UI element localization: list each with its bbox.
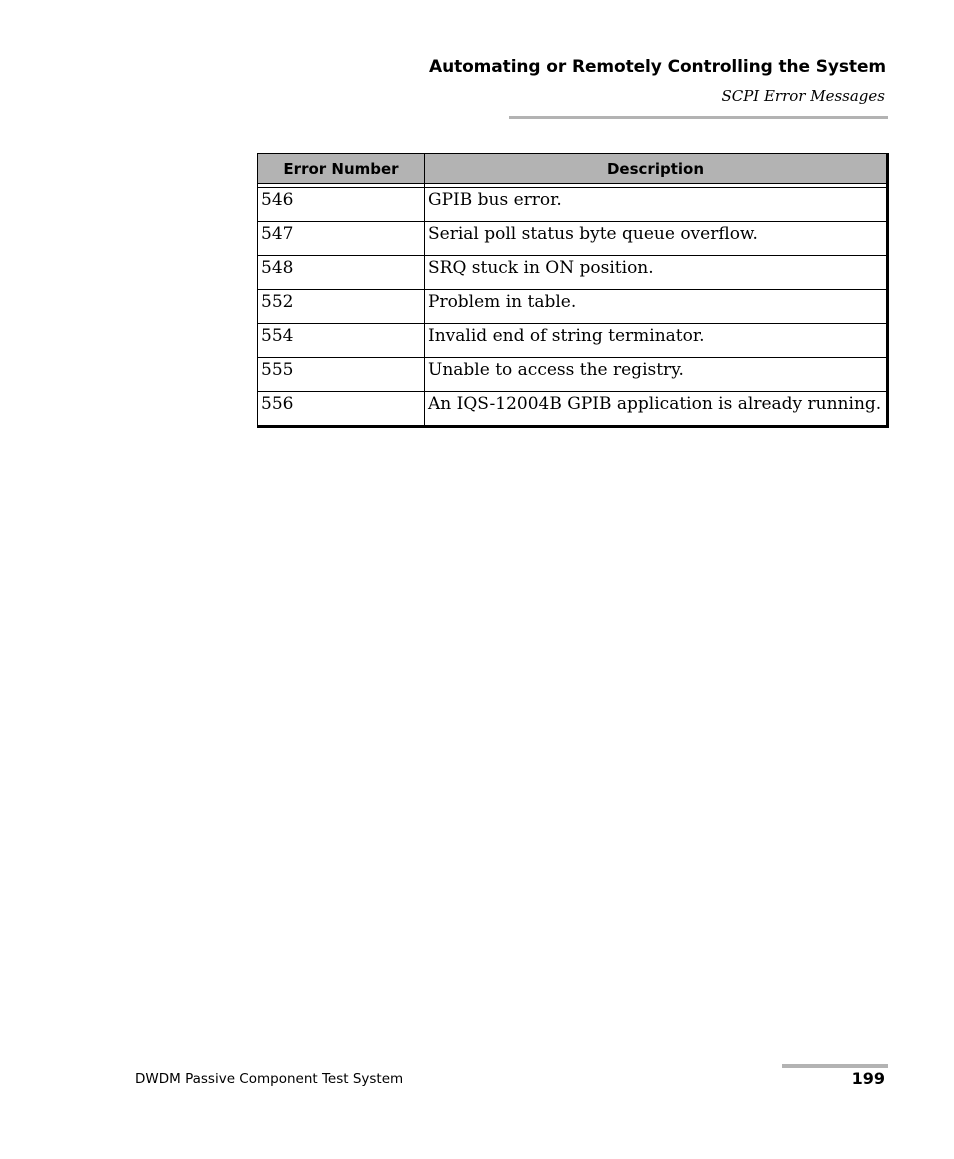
table-row	[258, 188, 888, 222]
error-number-cell: 556	[258, 392, 425, 427]
description-cell: Unable to access the registry.	[425, 358, 888, 392]
error-table	[257, 153, 889, 428]
header-rule	[509, 116, 888, 119]
error-number-cell: 552	[258, 290, 425, 324]
table-row	[258, 324, 888, 358]
page-number: 199	[851, 1069, 885, 1088]
column-header-description: Description	[425, 154, 888, 184]
description-cell: An IQS-12004B GPIB application is already running.	[425, 392, 888, 427]
table-row	[258, 392, 888, 427]
description-cell: SRQ stuck in ON position.	[425, 256, 888, 290]
error-number-cell: 548	[258, 256, 425, 290]
table-row	[258, 256, 888, 290]
footer-product-name: DWDM Passive Component Test System	[135, 1071, 404, 1087]
table-row	[258, 358, 888, 392]
description-cell: Invalid end of string terminator.	[425, 324, 888, 358]
section-title: SCPI Error Messages	[721, 87, 885, 105]
table-row	[258, 290, 888, 324]
description-cell: GPIB bus error.	[425, 188, 888, 222]
table-row	[258, 222, 888, 256]
description-cell: Serial poll status byte queue overflow.	[425, 222, 888, 256]
error-number-cell: 555	[258, 358, 425, 392]
footer-rule	[782, 1064, 888, 1068]
table-header-row	[258, 154, 888, 184]
description-cell: Problem in table.	[425, 290, 888, 324]
error-number-cell: 546	[258, 188, 425, 222]
error-number-cell: 547	[258, 222, 425, 256]
error-number-cell: 554	[258, 324, 425, 358]
chapter-title: Automating or Remotely Controlling the System	[429, 57, 886, 77]
column-header-error-number: Error Number	[258, 154, 425, 184]
